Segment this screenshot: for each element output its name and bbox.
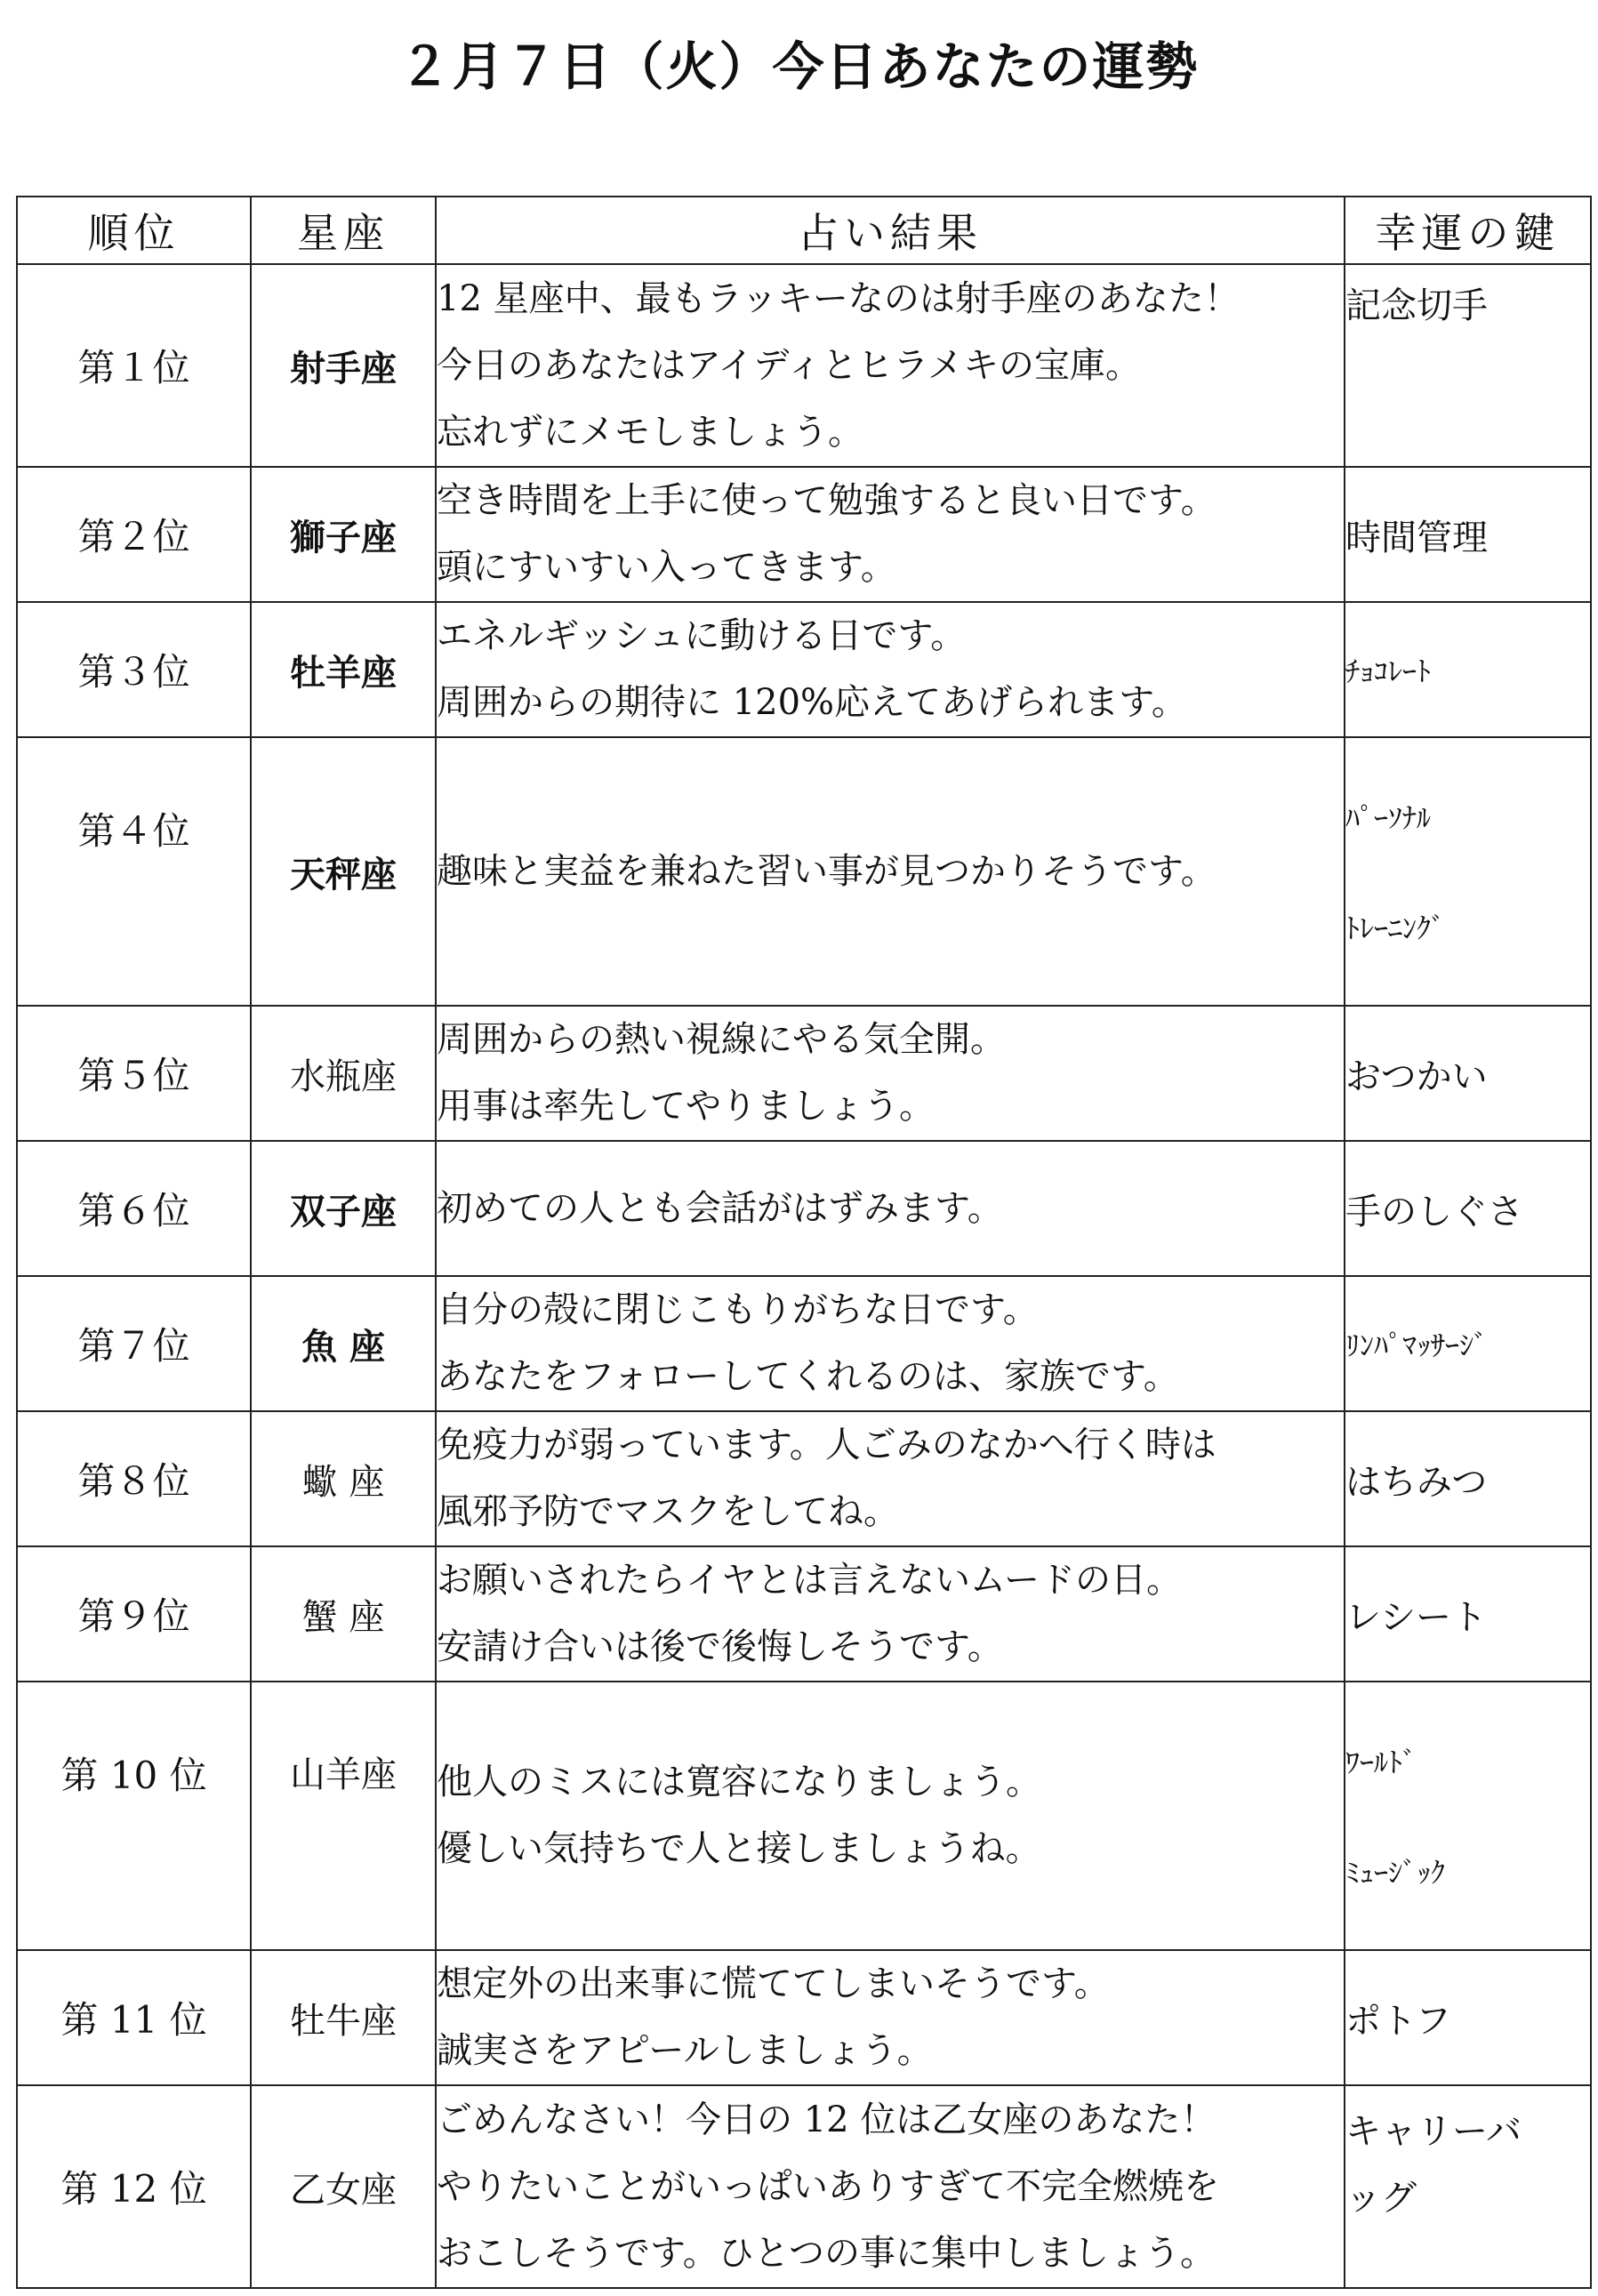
result-line: 誠実さをアピールしましょう。 xyxy=(437,2030,933,2071)
result-line: 風邪予防でマスクをしてね。 xyxy=(437,1491,899,1532)
table-row xyxy=(17,1141,1591,1276)
lucky-key-text: ﾐｭｰｼﾞｯｸ xyxy=(1345,1856,1446,1890)
sign-cell: 蠍 座 xyxy=(251,1411,436,1546)
header-row xyxy=(17,197,1591,264)
result-line: 他人のミスには寛容になりましょう。 xyxy=(437,1762,1041,1802)
lucky-key-text: 記念切手 xyxy=(1345,285,1488,326)
result-cell xyxy=(436,1546,1345,1682)
sign-cell: 水瓶座 xyxy=(251,1006,436,1141)
fortune-table xyxy=(16,196,1592,2289)
lucky-key-text: 時間管理 xyxy=(1345,517,1488,558)
rank-cell: 第 10 位 xyxy=(17,1682,251,1950)
result-line: 安請け合いは後で後悔しそうです。 xyxy=(437,1626,1003,1667)
result-line: あなたをフォローしてくれるのは、家族です。 xyxy=(437,1356,1179,1397)
lucky-key-text: おつかい xyxy=(1345,1056,1488,1097)
table-row xyxy=(17,602,1591,737)
result-line: 免疫力が弱っています。人ごみのなかへ行く時は xyxy=(437,1425,1217,1465)
table-row xyxy=(17,1546,1591,1682)
result-line: 12 星座中、最もラッキーなのは射手座のあなた！ xyxy=(437,277,1240,319)
result-line: やりたいことがいっぱいありすぎて不完全燃焼を xyxy=(437,2165,1219,2207)
result-cell xyxy=(436,264,1345,467)
result-line: 忘れずにメモしましょう。 xyxy=(437,411,863,453)
result-line: ごめんなさい！今日の 12 位は乙女座のあなた！ xyxy=(437,2099,1217,2140)
result-cell xyxy=(436,2085,1345,2288)
result-line: 空き時間を上手に使って勉強すると良い日です。 xyxy=(437,480,1217,521)
rank-cell: 第６位 xyxy=(17,1141,251,1276)
table-row xyxy=(17,264,1591,467)
lucky-key-text: キャリーバ xyxy=(1345,2111,1522,2152)
sign-cell: 魚 座 xyxy=(251,1276,436,1411)
result-cell xyxy=(436,602,1345,737)
sign-cell: 牡牛座 xyxy=(251,1950,436,2085)
lucky-key-cell xyxy=(1345,1546,1591,1682)
result-cell xyxy=(436,1411,1345,1546)
sign-cell: 山羊座 xyxy=(251,1682,436,1950)
rank-cell: 第４位 xyxy=(17,737,251,1006)
rank-cell: 第９位 xyxy=(17,1546,251,1682)
result-line: エネルギッシュに動ける日です。 xyxy=(437,615,967,656)
sign-cell: 乙女座 xyxy=(251,2085,436,2288)
rank-cell: 第 12 位 xyxy=(17,2085,251,2288)
sign-cell: 双子座 xyxy=(251,1141,436,1276)
lucky-key-cell xyxy=(1345,1682,1591,1950)
result-cell xyxy=(436,737,1345,1006)
sign-cell: 獅子座 xyxy=(251,467,436,602)
table-row xyxy=(17,467,1591,602)
result-line: 周囲からの熱い視線にやる気全開。 xyxy=(437,1019,1006,1060)
sign-cell: 牡羊座 xyxy=(251,602,436,737)
lucky-key-text: 手のしぐさ xyxy=(1345,1191,1523,1232)
result-line: 周囲からの期待に 120%応えてあげられます。 xyxy=(437,682,1187,723)
result-cell xyxy=(436,1276,1345,1411)
rank-cell: 第７位 xyxy=(17,1276,251,1411)
lucky-key-cell xyxy=(1345,602,1591,737)
lucky-key-text: はちみつ xyxy=(1345,1461,1488,1503)
table-row xyxy=(17,1950,1591,2085)
result-cell xyxy=(436,1682,1345,1950)
sign-cell: 天秤座 xyxy=(251,737,436,1006)
lucky-key-text: ポトフ xyxy=(1345,2000,1451,2042)
lucky-key-text: ﾘﾝﾊﾟﾏｯｻｰｼﾞ xyxy=(1345,1329,1489,1362)
result-cell xyxy=(436,1006,1345,1141)
result-cell xyxy=(436,1141,1345,1276)
result-cell xyxy=(436,1950,1345,2085)
result-line: 初めての人とも会話がはずみます。 xyxy=(437,1187,1003,1229)
page-title: ２月７日（火）今日あなたの運勢 xyxy=(398,36,1200,97)
table-row xyxy=(17,2085,1591,2288)
rank-cell: 第３位 xyxy=(17,602,251,737)
sign-cell: 蟹 座 xyxy=(251,1546,436,1682)
header-sign: 星座 xyxy=(251,197,436,264)
result-cell xyxy=(436,467,1345,602)
result-line: 優しい気持ちで人と接しましょうね。 xyxy=(437,1828,1041,1869)
lucky-key-cell xyxy=(1345,1141,1591,1276)
result-line: お願いされたらイヤとは言えないムードの日。 xyxy=(437,1560,1182,1601)
result-line: 趣味と実益を兼ねた習い事が見つかりそうです。 xyxy=(437,850,1217,892)
sign-cell: 射手座 xyxy=(251,264,436,467)
lucky-key-cell xyxy=(1345,2085,1591,2288)
lucky-key-cell xyxy=(1345,467,1591,602)
rank-cell: 第１位 xyxy=(17,264,251,467)
result-line: 想定外の出来事に慌ててしまいそうです。 xyxy=(437,1963,1110,2004)
lucky-key-text: ﾊﾟｰｿﾅﾙ xyxy=(1345,801,1432,835)
lucky-key-cell xyxy=(1345,264,1591,467)
lucky-key-cell xyxy=(1345,1276,1591,1411)
result-line: おこしそうです。ひとつの事に集中しましょう。 xyxy=(437,2232,1216,2274)
table-row xyxy=(17,1006,1591,1141)
header-result: 占い結果 xyxy=(436,197,1345,264)
lucky-key-cell xyxy=(1345,737,1591,1006)
table-row xyxy=(17,737,1591,1006)
result-line: 用事は率先してやりましょう。 xyxy=(437,1086,935,1127)
rank-cell: 第２位 xyxy=(17,467,251,602)
lucky-key-cell xyxy=(1345,1006,1591,1141)
lucky-key-text: ﾜｰﾙﾄﾞ xyxy=(1345,1746,1417,1779)
header-lucky-key: 幸運の鍵 xyxy=(1345,197,1591,264)
rank-cell: 第８位 xyxy=(17,1411,251,1546)
result-line: 今日のあなたはアイディとヒラメキの宝庫。 xyxy=(437,344,1141,386)
header-rank: 順位 xyxy=(17,197,251,264)
table-row xyxy=(17,1682,1591,1950)
rank-cell: 第５位 xyxy=(17,1006,251,1141)
table-row xyxy=(17,1276,1591,1411)
result-line: 自分の殻に閉じこもりがちな日です。 xyxy=(437,1289,1039,1330)
lucky-key-cell xyxy=(1345,1950,1591,2085)
lucky-key-text: ﾄﾚｰﾆﾝｸﾞ xyxy=(1345,911,1446,945)
result-line: 頭にすいすい入ってきます。 xyxy=(437,547,896,588)
lucky-key-cell xyxy=(1345,1411,1591,1546)
lucky-key-text: ッグ xyxy=(1345,2178,1417,2219)
lucky-key-text: ﾁｮｺﾚｰﾄ xyxy=(1345,654,1432,688)
rank-cell: 第 11 位 xyxy=(17,1950,251,2085)
lucky-key-text: レシート xyxy=(1345,1596,1487,1638)
table-row xyxy=(17,1411,1591,1546)
